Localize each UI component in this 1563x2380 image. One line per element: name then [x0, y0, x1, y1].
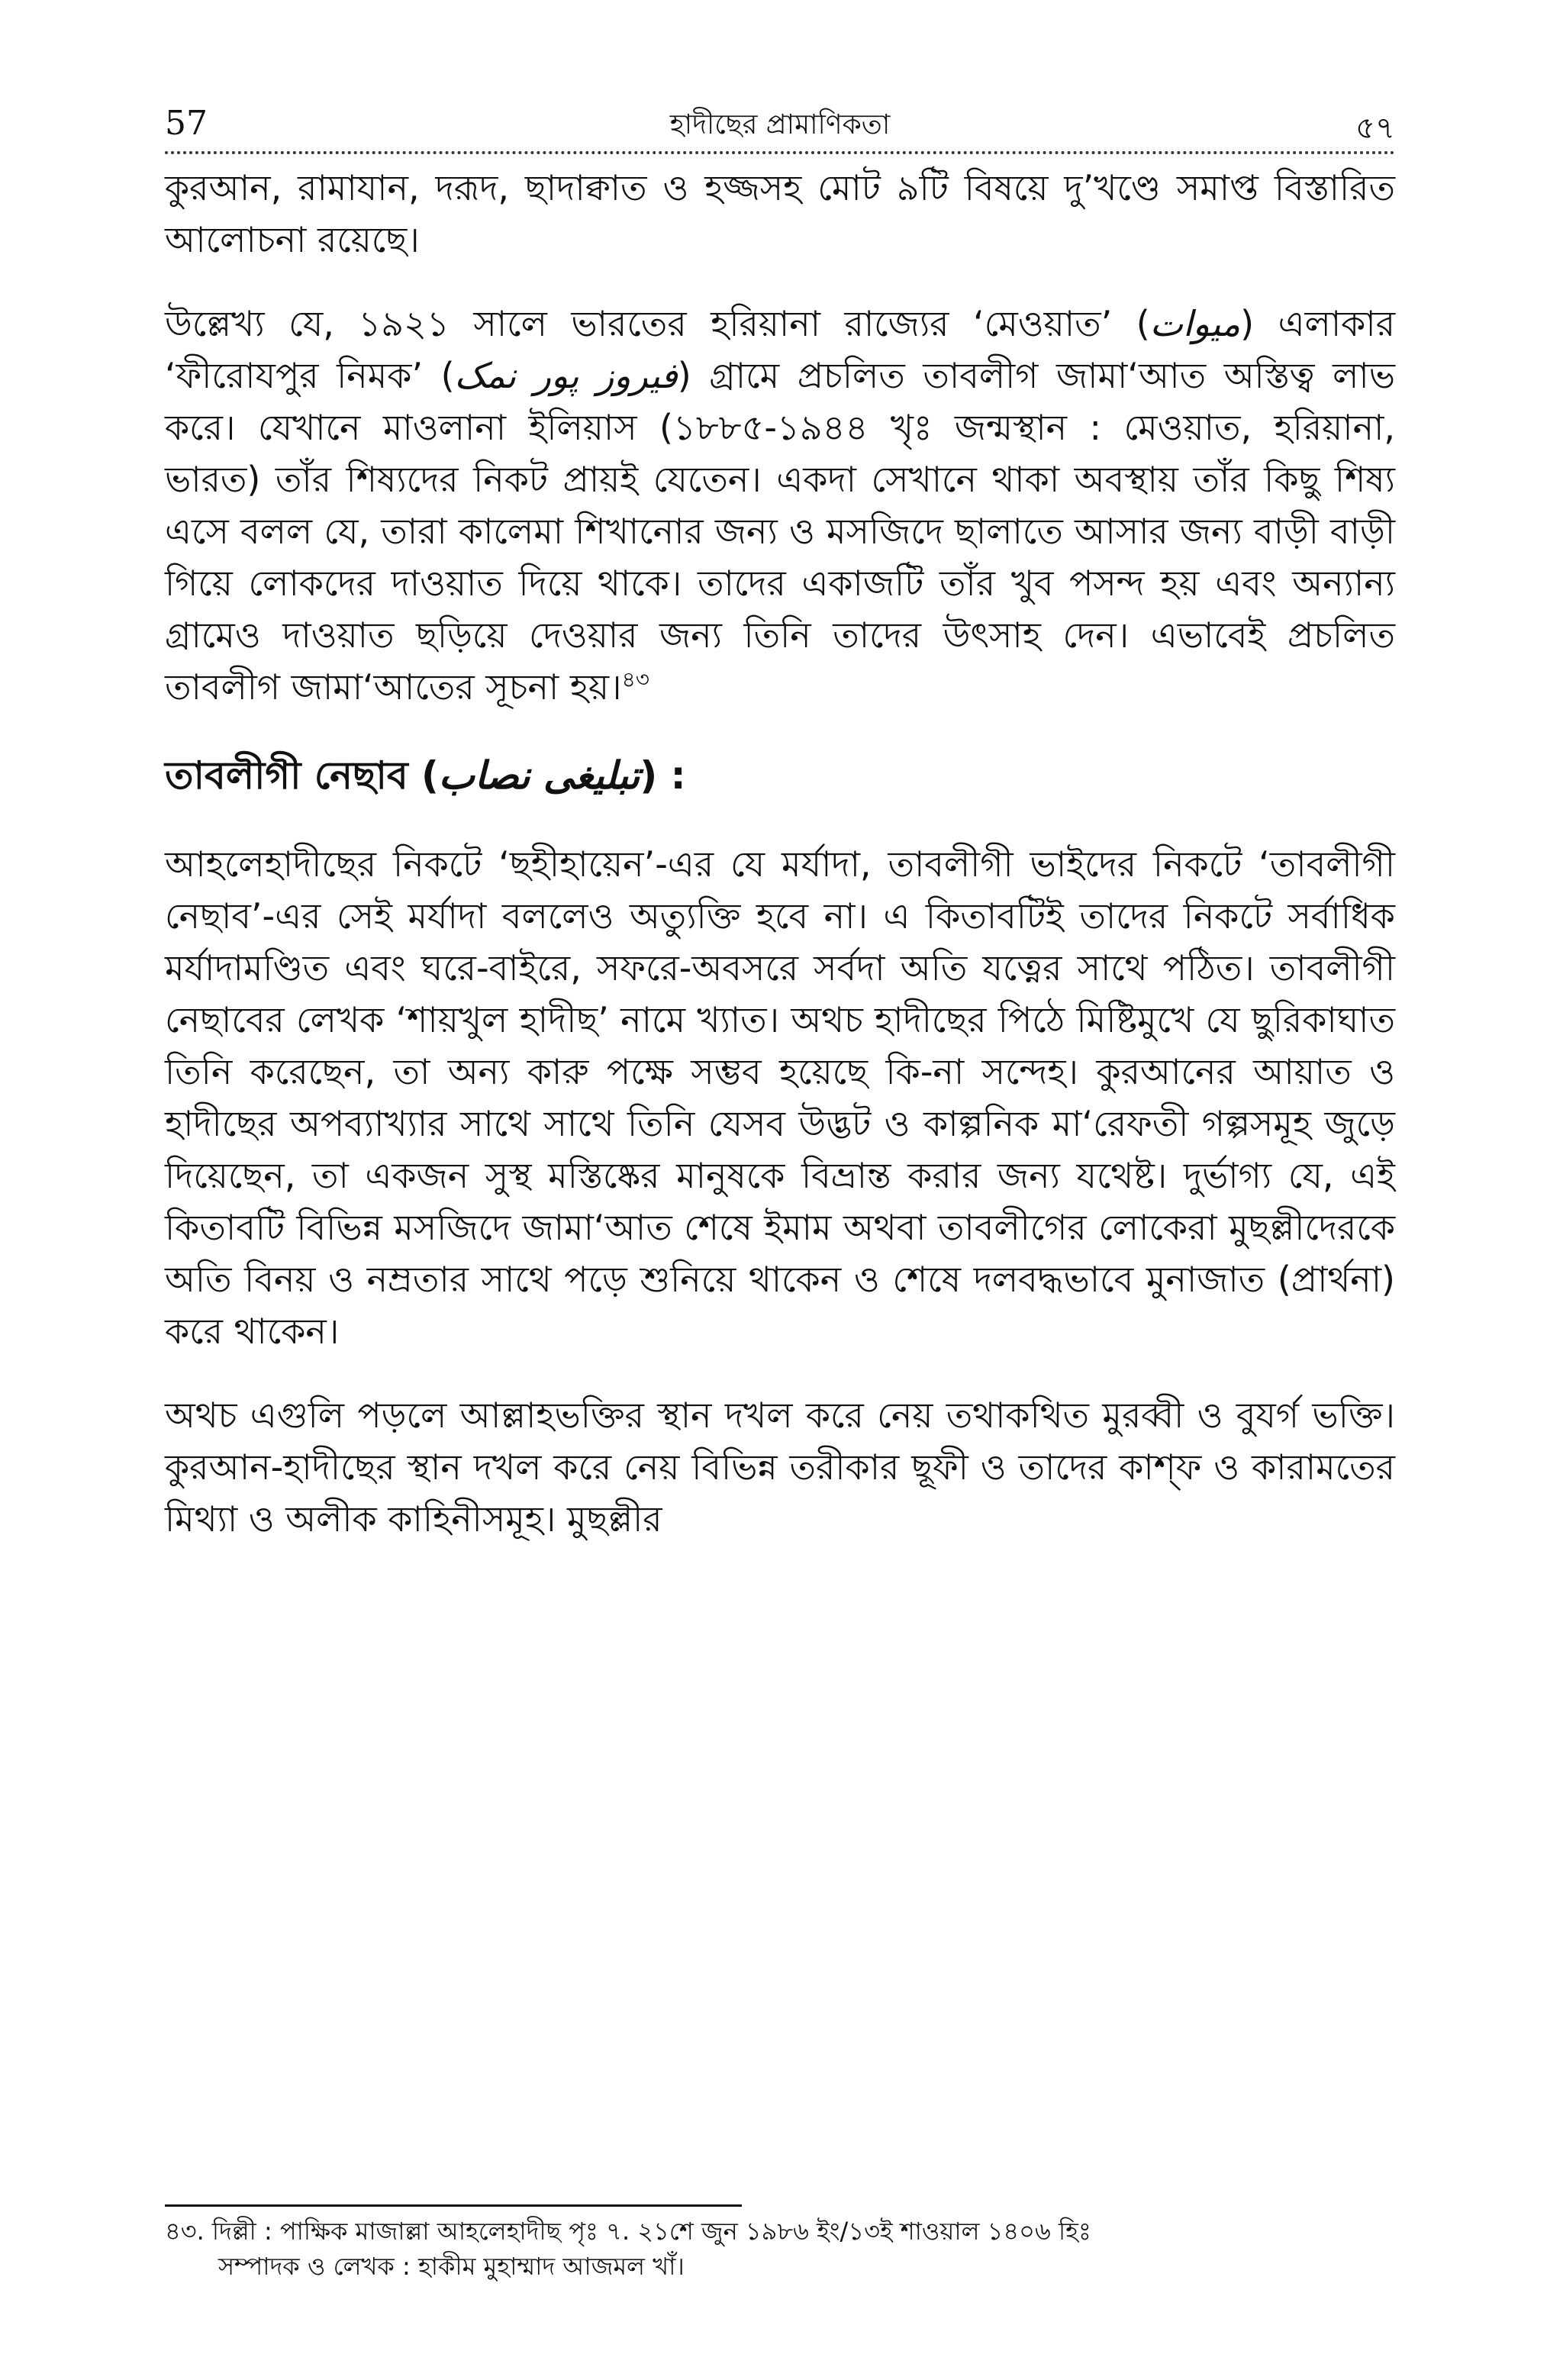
footnote-line-1: ৪৩. দিল্লী : পাক্ষিক মাজাল্লা আহলেহাদীছ পৃঃ ৭. ২১শে জুন ১৯৮৬ ইং/১৩ই শাওয়াল ১৪০৬ হিঃ — [165, 2217, 1091, 2246]
arabic-mewat: میوات — [1149, 303, 1241, 344]
section-heading — [165, 745, 1395, 806]
paragraph-2-text-c: ) গ্রামে প্রচলিত তাবলীগ জামা‘আত অস্তিত্ব লাভ করে। যেখানে মাওলানা ইলিয়াস (১৮৮৫-১৯৪৪ খৃঃ জন্মস্থান : মেওয়াত, হরিয়ানা, ভারত) তাঁর শিষ্যদের নিকট প্রায়ই যেতেন। একদা সেখানে থাকা অবস্থায় তাঁর কিছু শিষ্য এসে বলল যে, তারা কালেমা শিখানোর জন্য ও মসজিদে ছালাতে আসার জন্য বাড়ী বাড়ী গিয়ে লোকদের দাওয়াত দিয়ে থাকে। তাদের একাজটি তাঁর খুব পসন্দ হয় এবং অন্যান্য গ্রামেও দাওয়াত ছড়িয়ে দেওয়ার জন্য তিনি তাদের উৎসাহ দেন। এভাবেই প্রচলিত তাবলীগ জামা‘আতের সূচনা হয়। — [165, 355, 1395, 708]
arabic-firozpur-namak: فیروز پور نمک — [454, 355, 678, 396]
section-heading-text: তাবলীগী নেছাব ( — [165, 753, 439, 798]
paragraph-3: আহলেহাদীছের নিকটে ‘ছহীহায়েন’-এর যে মর্যাদা, তাবলীগী ভাইদের নিকটে ‘তাবলীগী নেছাব’-এর সেই মর্যাদা বললেও অত্যুক্তি হবে না। এ কিতাবটিই তাদের নিকটে সর্বাধিক মর্যাদামণ্ডিত এবং ঘরে-বাইরে, সফরে-অবসরে সর্বদা অতি যত্নের সাথে পঠিত। তাবলীগী নেছাবের লেখক ‘শায়খুল হাদীছ’ নামে খ্যাত। অথচ হাদীছের পিঠে মিষ্টিমুখে যে ছুরিকাঘাত তিনি করেছেন, তা অন্য কারু পক্ষে সম্ভব হয়েছে কি-না সন্দেহ। কুরআনের আয়াত ও হাদীছের অপব্যাখ্যার সাথে সাথে তিনি যেসব উদ্ভট ও কাল্পনিক মা‘রেফতী গল্পসমূহ জুড়ে দিয়েছেন, তা একজন সুস্থ মস্তিষ্কের মানুষকে বিভ্রান্ত করার জন্য যথেষ্ট। দুর্ভাগ্য যে, এই কিতাবটি বিভিন্ন মসজিদে জামা‘আত শেষে ইমাম অথবা তাবলীগের লোকেরা মুছল্লীদেরকে অতি বিনয় ও নম্রতার সাথে পড়ে শুনিয়ে থাকেন ও শেষে দলবদ্ধভাবে মুনাজাত (প্রার্থনা) করে থাকেন। — [165, 843, 1395, 1352]
running-header — [165, 92, 1395, 153]
page-number-latin: 57 — [165, 104, 208, 143]
paragraph-1: কুরআন, রামাযান, দরূদ, ছাদাক্বাত ও হজ্জসহ মোট ৯টি বিষয়ে দু’খণ্ডে সমাপ্ত বিস্তারিত আলোচনা রয়েছে। — [165, 167, 1395, 260]
footnote — [165, 2214, 1395, 2284]
section-heading-end: ) : — [640, 753, 686, 798]
arabic-tablighi-nisab: تبلیغی نصاب — [438, 753, 640, 798]
running-title: হাদীছের প্রামাণিকতা — [669, 109, 891, 140]
header-dotted-rule — [165, 151, 1395, 154]
main-text — [165, 162, 1395, 1545]
page-number-bengali: ৫৭ — [1355, 111, 1395, 146]
paragraph-2-text-a: উল্লেখ্য যে, ১৯২১ সালে ভারতের হরিয়ানা রাজ্যের ‘মেওয়াত’ ( — [165, 303, 1150, 344]
paragraph-4: অথচ এগুলি পড়লে আল্লাহভক্তির স্থান দখল করে নেয় তথাকথিত মুরব্বী ও বুযর্গ ভক্তি। কুরআন-হাদীছের স্থান দখল করে নেয় বিভিন্ন তরীকার ছূফী ও তাদের কাশ্‌ফ ও কারামতের মিথ্যা ও অলীক কাহিনীসমূহ। মুছল্লীর — [165, 1395, 1395, 1540]
footnote-rule — [165, 2204, 742, 2207]
footnote-reference[interactable]: ৪৩ — [621, 666, 649, 692]
footnote-line-2: সম্পাদক ও লেখক : হাকীম মুহাম্মাদ আজমল খাঁ। — [218, 2252, 685, 2281]
paragraph-2 — [165, 298, 1395, 713]
paragraph-2-text-b: ) এলাকার ‘ফীরোযপুর নিমক’ ( — [165, 303, 1395, 396]
